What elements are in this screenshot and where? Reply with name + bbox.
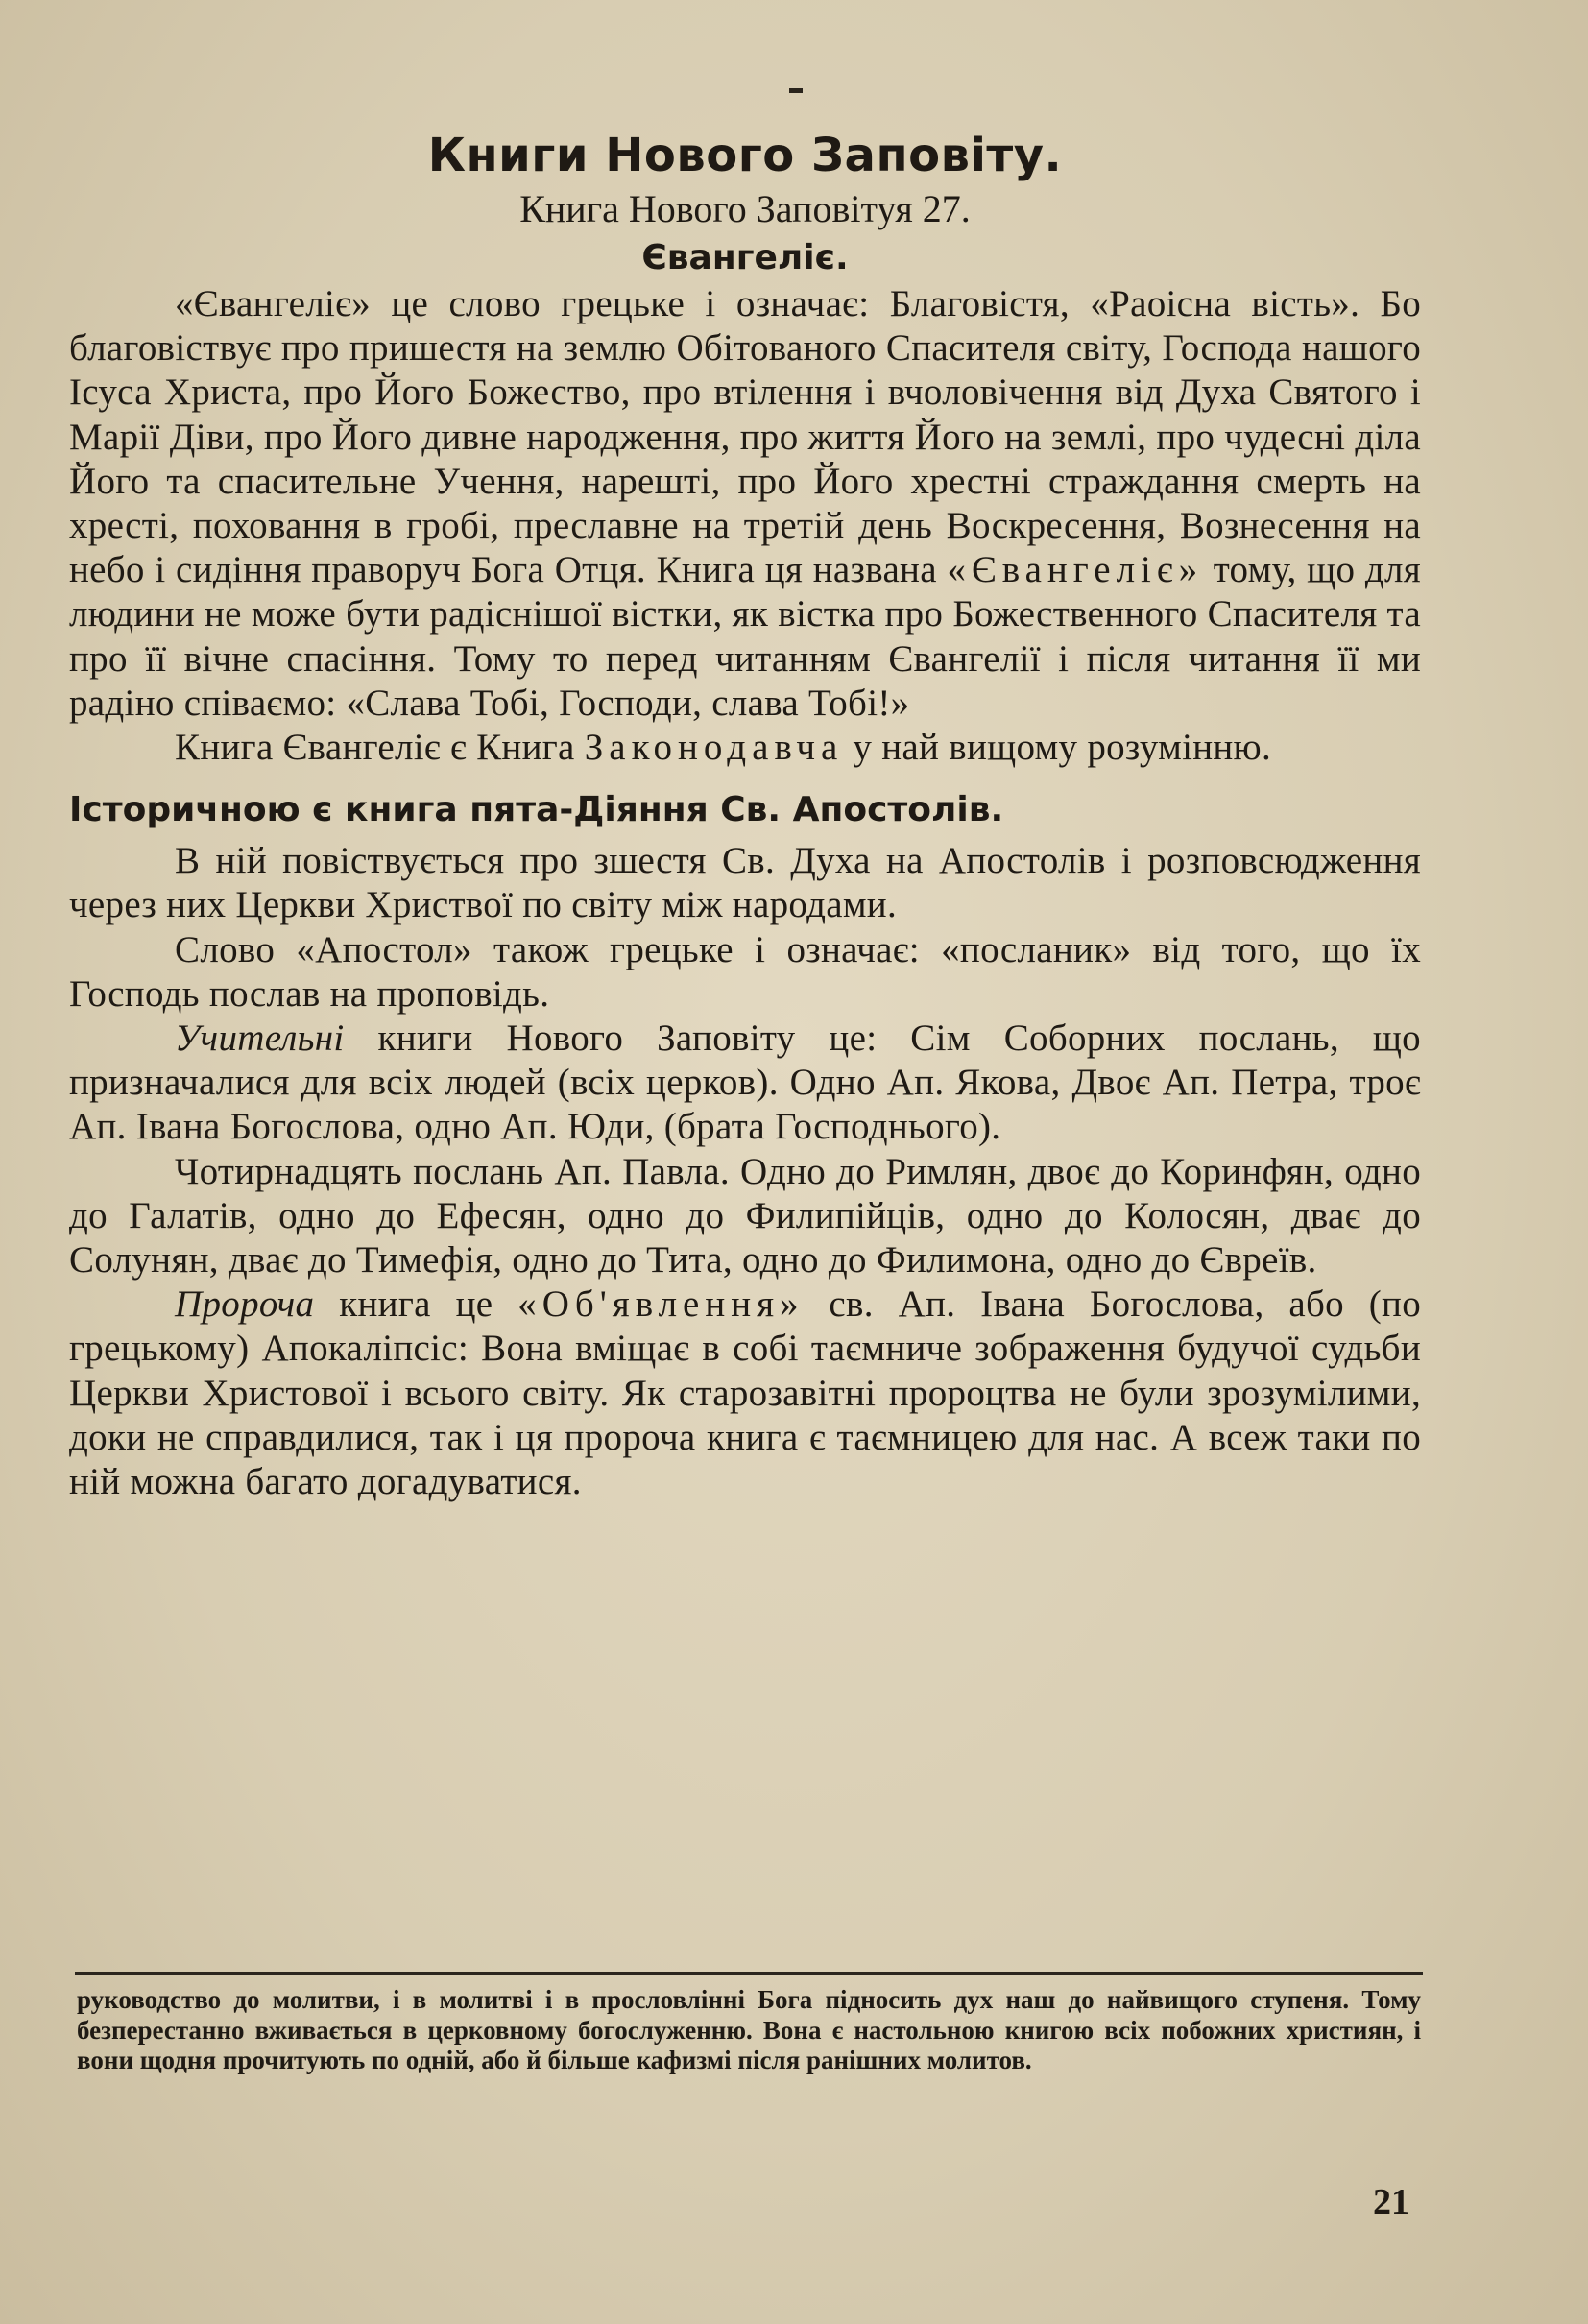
spaced-term: «Об'явлення»	[517, 1283, 805, 1326]
section-heading-acts: Історичною є книга пята-Діяння Св. Апостолів.	[69, 790, 1004, 830]
text-run: Книга Євангеліє є Книга	[175, 727, 575, 769]
paragraph-gospel-law	[69, 726, 1421, 770]
section-heading-gospel: Євангеліє.	[641, 238, 849, 277]
text-run: св. Ап. Івана Богослова, або (по грецькому) Апокаліпсіс: Вона вміщає в собі таємниче зображення будучої судьби Церкви Христової і всього світу. Як старозавітні пророцтва не були зрозумілими, доки не справдилися, так і ця пророча книга є таємницею для нас. А всеж таки по ній можна багато догадуватися.	[69, 1283, 1422, 1503]
footnote-divider	[75, 1972, 1423, 1975]
text-run: книги Нового Заповіту це: Сім Соборних послань, що призначалися для всіх людей (всіх церков). Одно Ап. Якова, Двоє Ап. Петра, троє Ап. Івана Богослова, одно Ап. Юди, (брата Господнього).	[69, 1018, 1421, 1148]
main-text	[69, 127, 1421, 1504]
page-title: Книги Нового Заповіту.	[427, 129, 1063, 182]
page-number: 21	[1373, 2182, 1409, 2222]
spaced-term: «Євангеліє»	[947, 549, 1204, 591]
paragraph-teaching-books	[69, 1017, 1421, 1150]
paragraph-gospel-meaning	[69, 282, 1421, 726]
text-run: книга це	[339, 1283, 493, 1326]
italic-term: Учительні	[175, 1018, 345, 1060]
page-subtitle: Книга Нового Заповітуя 27.	[519, 187, 971, 230]
spaced-term: Законодавча	[584, 727, 844, 769]
footnote: руководство до молитви, і в молитві і в прословлінні Бога підносить дух наш до найвищого ступеня. Тому безперестанно вживається в церковному богослуженню. Вона є настольною книгою всіх побожних християн, і вони щодня прочитують по одній, або й більше кафизмі після ранішних молитов.	[77, 1985, 1421, 2074]
text-run: тому, що для людини не може бути радіснішої вістки, як вістка про Божественного Спасителя та про її вічне спасіння. Тому то перед читанням Євангелії і після читання її ми радіно співаємо: «Слава Тобі, Господи, слава Тобі!»	[69, 549, 1422, 724]
italic-term: Пророча	[175, 1283, 315, 1326]
paragraph-acts: В ній повіствується про зшестя Св. Духа на Апостолів і розповсюдження через них Церкви Христвої по світу між народами.	[69, 840, 1421, 926]
text-run: «Євангеліє» це слово грецьке і означає: Благовістя, «Раоісна вість». Бо благовіствує про пришестя на землю Обітованого Спасителя світу, Господа нашого Ісуса Христа, про Його Божество, про втілення і вчоловічення від Духа Святого і Марії Діви, про Його дивне народження, про життя Його на землі, про чудесні діла Його та спасительне Учення, нарешті, про Його хрестні страждання смерть на хресті, поховання в гробі, преславне на третій день Воскресення, Вознесення на небо і сидіння праворуч Бога Отця. Книга ця названа	[69, 283, 1421, 591]
paragraph-pauline-epistles: Чотирнадцять послань Ап. Павла. Одно до Римлян, двоє до Коринфян, одно до Галатів, одно до Ефесян, одно до Филипійців, одно до Колосян, дває до Солунян, дває до Тимефія, одно до Тита, одно до Филимона, одно до Євреїв.	[69, 1150, 1421, 1282]
paragraph-apostle-word: Слово «Апостол» також грецьке і означає: «посланик» від того, що їх Господь послав на проповідь.	[69, 928, 1421, 1015]
text-run: у най вищому розумінню.	[853, 727, 1272, 769]
paragraph-prophetic-book	[69, 1282, 1421, 1504]
top-dash-mark	[789, 88, 803, 93]
